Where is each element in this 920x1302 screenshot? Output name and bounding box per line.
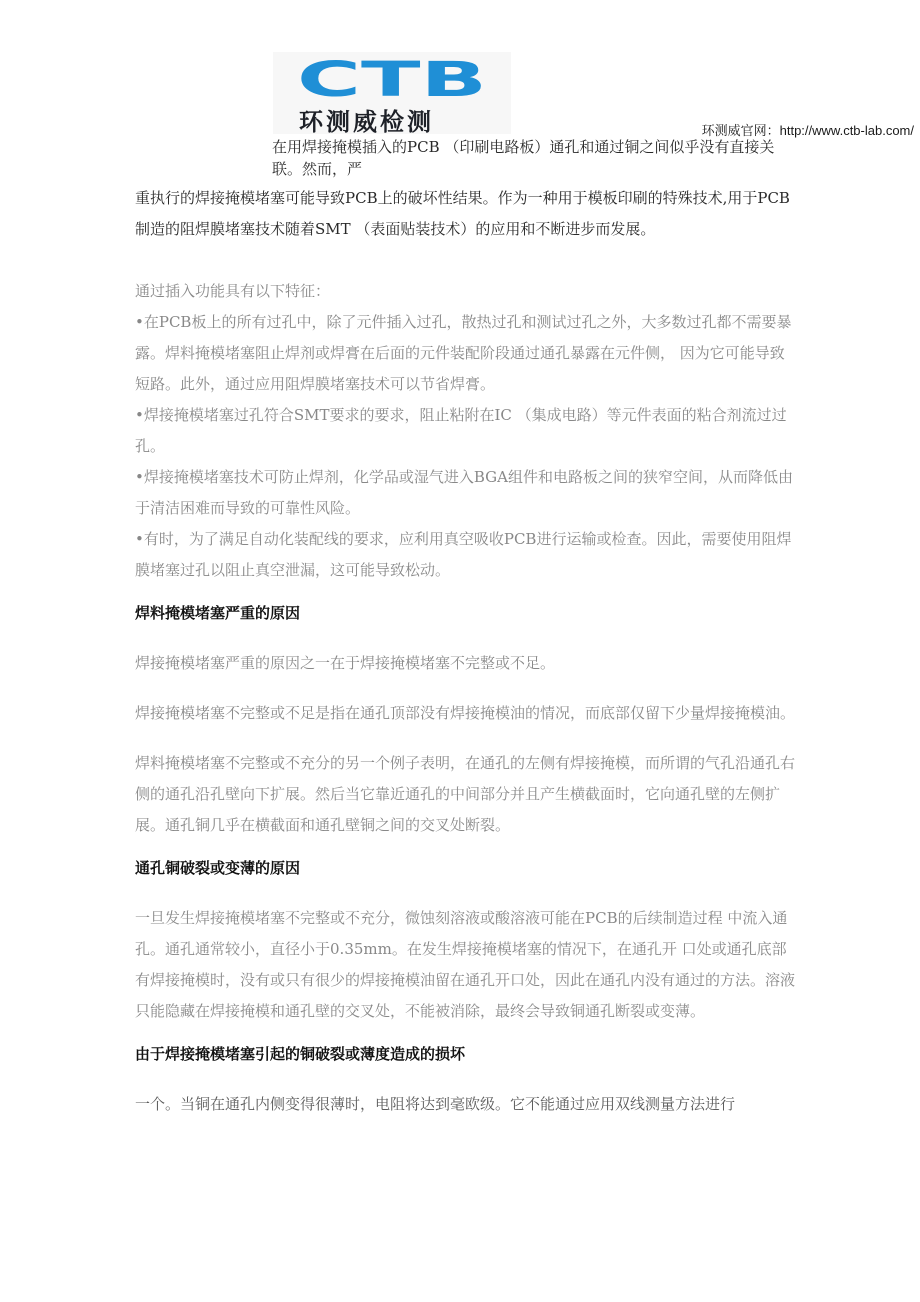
official-site-link[interactable]: http://www.ctb-lab.com/ xyxy=(779,123,914,138)
article-body xyxy=(135,183,795,1120)
intro-paragraph: 在用焊接掩模插入的PCB （印刷电路板）通孔和通过铜之间似乎没有直接关联。然而，严 xyxy=(272,138,775,178)
section-paragraph: 焊料掩模堵塞不完整或不充分的另一个例子表明，在通孔的左侧有焊接掩模，而所谓的气孔沿通孔右侧的通孔沿孔壁向下扩展。然后当它靠近通孔的中间部分并且产生横截面时，它向通孔壁的左侧扩展。通孔铜几乎在横截面和通孔壁铜之间的交叉处断裂。 xyxy=(135,754,796,834)
ctb-logo-text: CTB xyxy=(297,54,487,102)
feature-item: •焊接掩模堵塞技术可防止焊剂，化学品或湿气进入BGA组件和电路板之间的狭窄空间，从而降低由于清洁困难而导致的可靠性风险。 xyxy=(135,468,793,517)
section-heading: 通孔铜破裂或变薄的原因 xyxy=(135,859,301,877)
feature-item: •在PCB板上的所有过孔中，除了元件插入过孔，散热过孔和测试过孔之外，大多数过孔都不需要暴露。焊料掩模堵塞阻止焊剂或焊膏在后面的元件装配阶段通过通孔暴露在元件侧， 因为它可能导致短路。此外，通过应用阻焊膜堵塞技术可以节省焊膏。 xyxy=(135,313,792,393)
section-paragraph: 焊接掩模堵塞不完整或不足是指在通孔顶部没有焊接掩模油的情况，而底部仅留下少量焊接掩模油。 xyxy=(135,704,796,722)
section-heading: 由于焊接掩模堵塞引起的铜破裂或薄度造成的损坏 xyxy=(135,1045,466,1063)
section-paragraph: 一旦发生焊接掩模堵塞不完整或不充分，微蚀刻溶液或酸溶液可能在PCB的后续制造过程 中流入通孔。通孔通常较小，直径小于0.35mm。在发生焊接掩模堵塞的情况下，在通孔开 口处或通孔底部有焊接掩模时，没有或只有很少的焊接掩模油留在通孔开口处，因此在通孔内没有通过的方法。溶液只能隐藏在焊接掩模和通孔壁的交叉处，不能被消除，最终会导致铜通孔断裂或变薄。 xyxy=(135,909,796,1020)
feature-item: •有时，为了满足自动化装配线的要求，应利用真空吸收PCB进行运输或检查。因此，需要使用阻焊膜堵塞过孔以阻止真空泄漏，这可能导致松动。 xyxy=(135,530,792,579)
section-paragraph: 一个。当铜在通孔内侧变得很薄时，电阻将达到毫欧级。它不能通过应用双线测量方法进行 xyxy=(135,1095,736,1113)
ctb-logo-letters xyxy=(295,54,489,102)
ctb-logo-chinese: 环测威检测 xyxy=(299,108,434,136)
official-site-label: 环测威官网： xyxy=(701,124,780,139)
ctb-logo xyxy=(273,52,511,134)
paragraph-plugging-technique: 重执行的焊接掩模堵塞可能导致PCB上的破坏性结果。作为一种用于模板印刷的特殊技术,用于PCB制造的阻焊膜堵塞技术随着SMT （表面贴装技术）的应用和不断进步而发展。 xyxy=(135,189,790,238)
features-intro: 通过插入功能具有以下特征： xyxy=(135,282,331,300)
section-paragraph: 焊接掩模堵塞严重的原因之一在于焊接掩模堵塞不完整或不足。 xyxy=(135,654,556,672)
section-heading: 焊料掩模堵塞严重的原因 xyxy=(135,604,301,622)
feature-item: •焊接掩模堵塞过孔符合SMT要求的要求，阻止粘附在IC （集成电路）等元件表面的粘合剂流过过孔。 xyxy=(135,406,787,455)
